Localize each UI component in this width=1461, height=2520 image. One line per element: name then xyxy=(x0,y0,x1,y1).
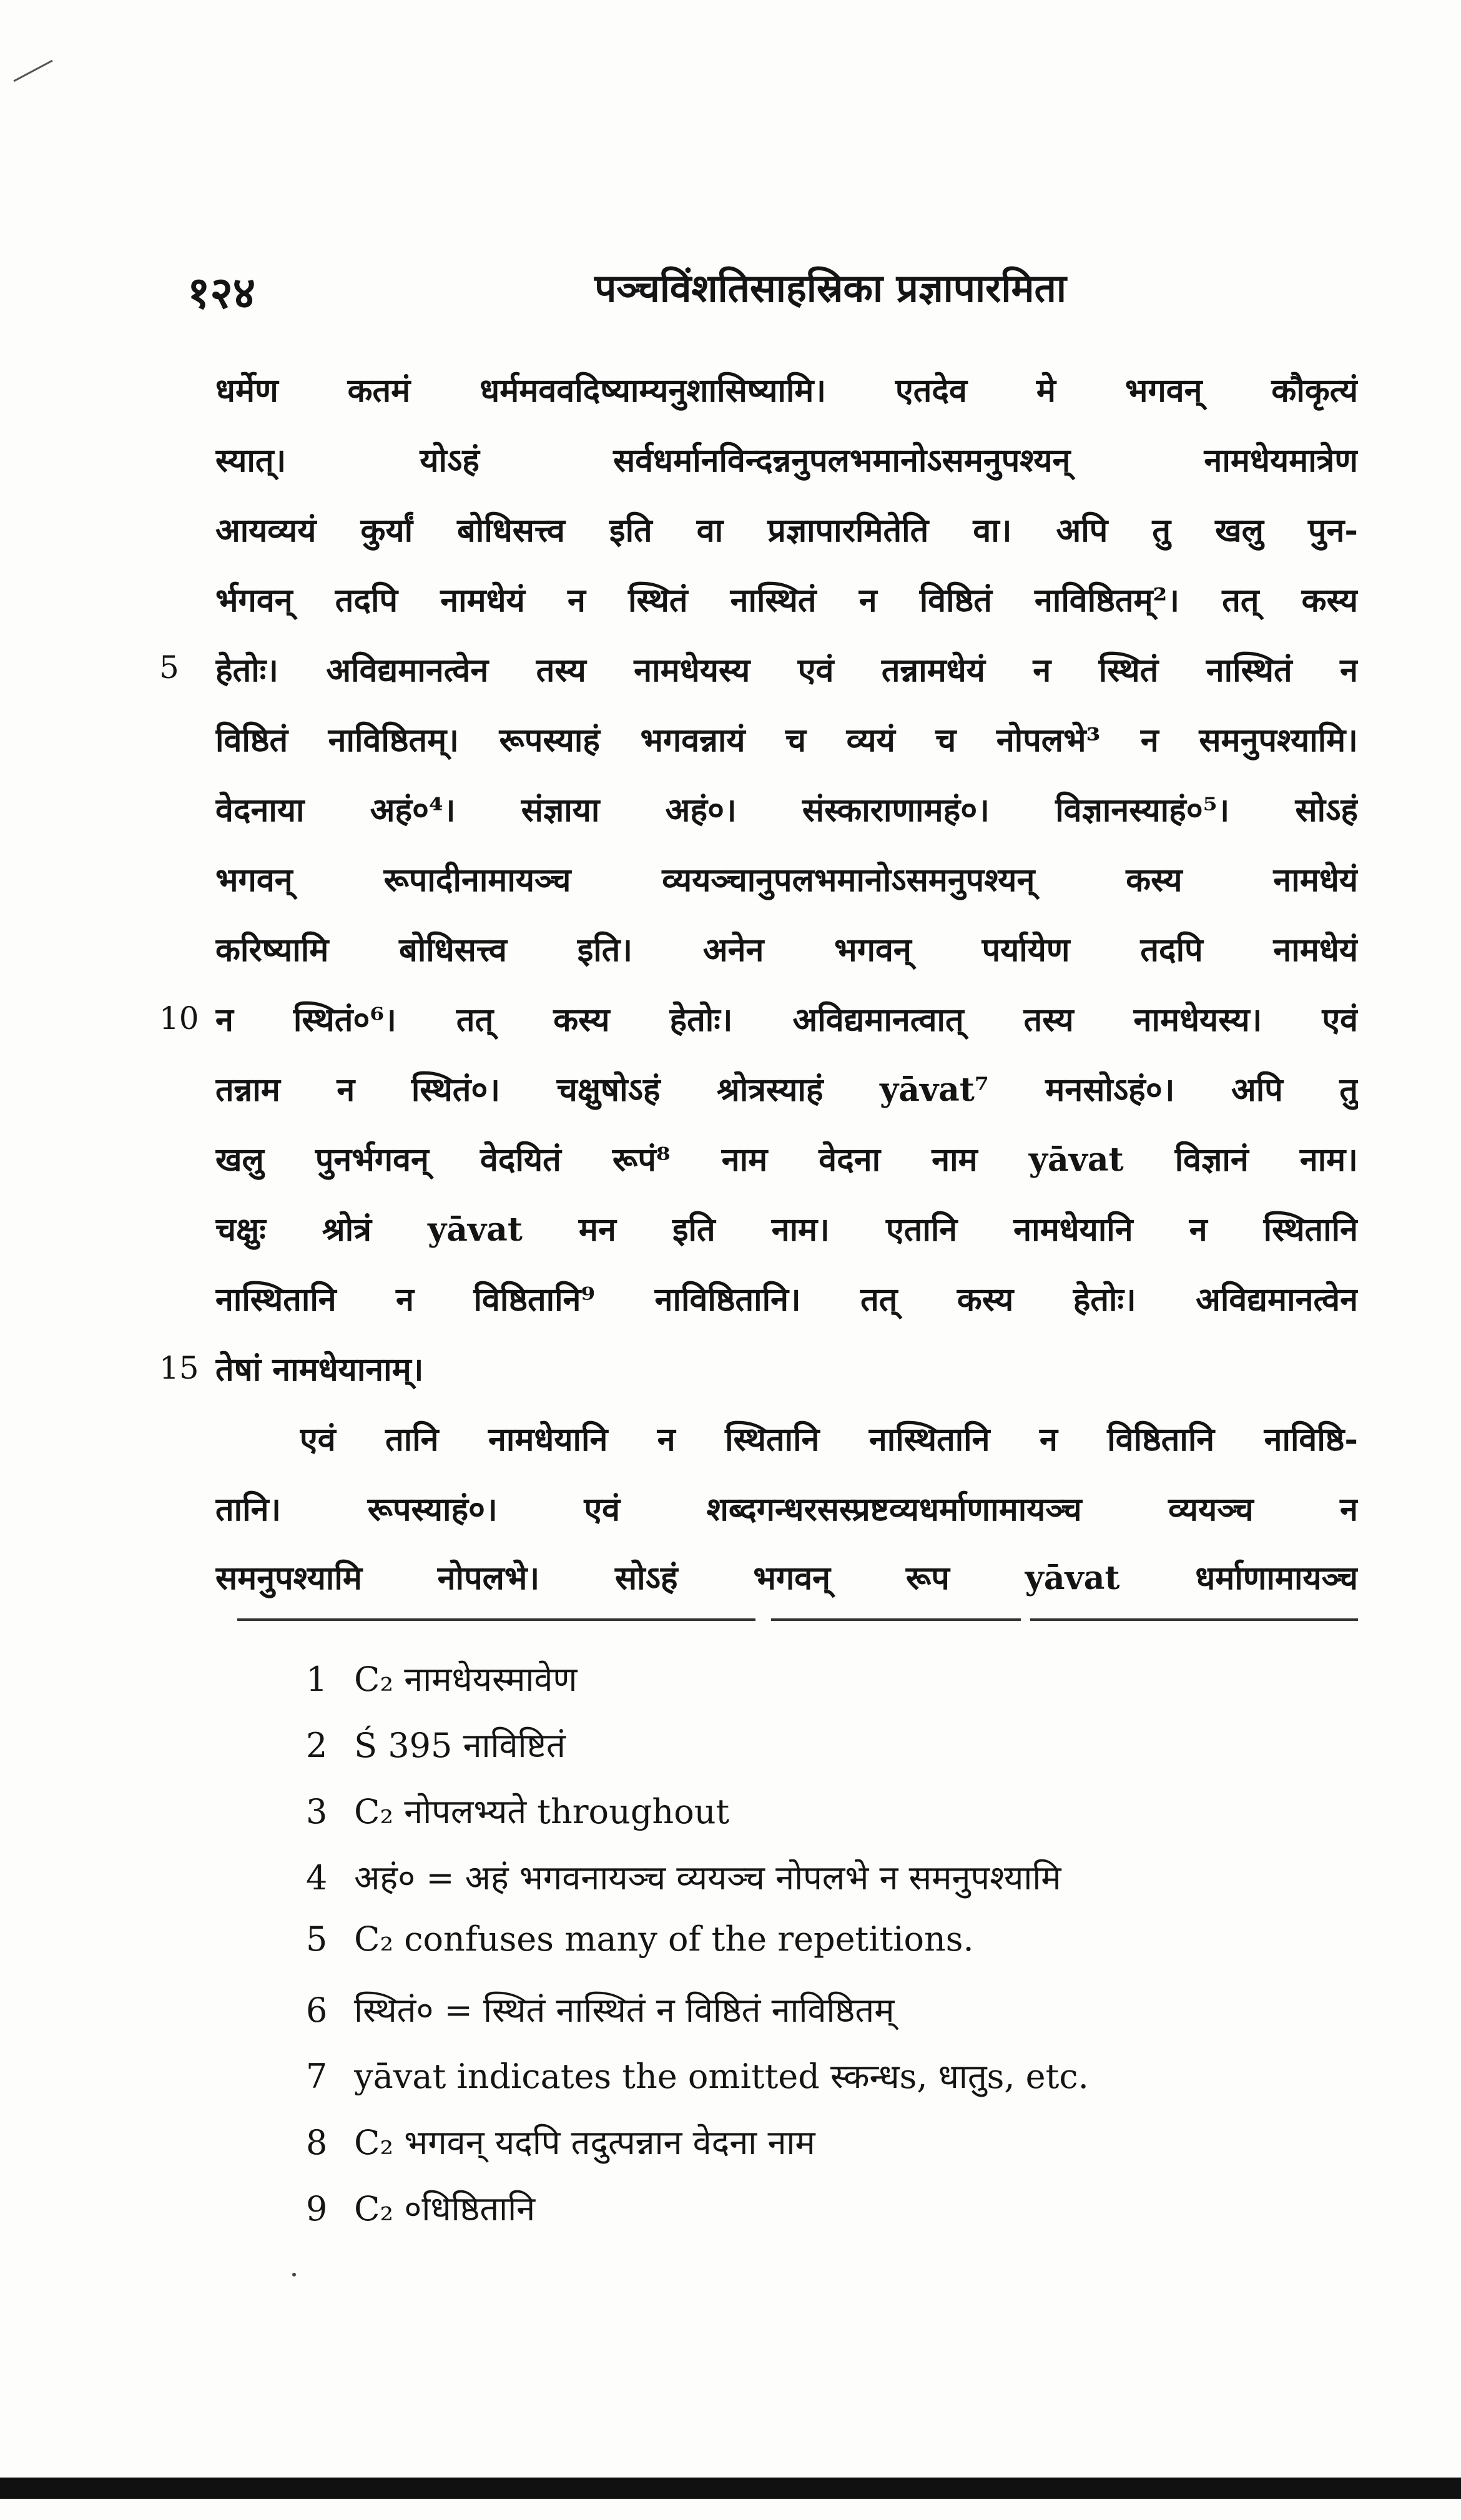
footnote xyxy=(306,1919,974,1959)
line-number: 15 xyxy=(159,1350,199,1386)
body-line: समनुपश्यामि नोपलभे। सोऽहं भगवन् रूप yāvat धर्माणामायञ्च xyxy=(215,1559,1358,1597)
footnote-text: स्थितं० = स्थितं नास्थितं न विष्ठितं नाविष्ठितम् xyxy=(354,1991,895,2030)
footnote-text: C₂ ०धिष्ठितानि xyxy=(354,2189,536,2228)
footnote-number: 6 xyxy=(306,1991,328,2030)
footnote-text: C₂ भगवन् यदपि तदुत्पन्नान वेदना नाम xyxy=(354,2123,815,2162)
footnote xyxy=(306,1853,1061,1899)
page-number: १२४ xyxy=(187,267,256,318)
body-line: तानि। रूपस्याहं०। एवं शब्दगन्धरसस्प्रष्टव्यधर्माणामायञ्च व्ययञ्च न xyxy=(215,1490,1358,1528)
footnote-number: 7 xyxy=(306,2057,328,2096)
line-number: 5 xyxy=(159,649,179,686)
body-line: नास्थितानि न विष्ठितानि⁹ नाविष्ठितानि। तत् कस्य हेतोः। अविद्यमानत्वेन xyxy=(215,1281,1358,1319)
footnote-number: 3 xyxy=(306,1792,328,1831)
body-line: एवं तानि नामधेयानि न स्थितानि नास्थितानि न विष्ठितानि नाविष्ठि- xyxy=(300,1420,1358,1459)
footnote-number: 4 xyxy=(306,1858,328,1897)
body-line: चक्षुः श्रोत्रं yāvat मन इति नाम। एतानि नामधेयानि न स्थितानि xyxy=(215,1211,1358,1249)
footnote xyxy=(306,1721,566,1767)
footnote xyxy=(306,1655,577,1701)
footnote-text: C₂ नामधेयस्मावेण xyxy=(354,1660,578,1699)
footnote-number: 9 xyxy=(306,2189,328,2228)
footnote xyxy=(306,2118,815,2164)
body-line: खलु पुनर्भगवन् वेदयितं रूपं⁸ नाम वेदना नाम yāvat विज्ञानं नाम। xyxy=(215,1141,1358,1179)
footnote xyxy=(306,2184,535,2230)
footnote-rule xyxy=(771,1618,1021,1621)
scan-mark xyxy=(13,60,52,82)
scan-speck xyxy=(292,2273,296,2276)
body-line: भगवन् रूपादीनामायञ्च व्ययञ्चानुपलभमानोऽसमनुपश्यन् कस्य नामधेयं xyxy=(215,861,1358,899)
running-title: पञ्चविंशतिसाहस्रिका प्रज्ञापारमिता xyxy=(594,265,1066,311)
scan-bottom-edge xyxy=(0,2478,1461,2499)
body-line: तन्नाम न स्थितं०। चक्षुषोऽहं श्रोत्रस्याहं yāvat⁷ मनसोऽहं०। अपि तु xyxy=(215,1071,1358,1109)
body-line: तेषां नामधेयानाम्। xyxy=(215,1351,424,1389)
footnote-text: Ś 395 नाविष्टितं xyxy=(354,1726,566,1765)
line-number: 10 xyxy=(159,1000,199,1036)
footnote-text: C₂ confuses many of the repetitions. xyxy=(354,1919,974,1959)
footnote-number: 8 xyxy=(306,2123,328,2162)
body-line: स्यात्। योऽहं सर्वधर्मानविन्दन्ननुपलभमानोऽसमनुपश्यन् नामधेयमात्रेण xyxy=(215,441,1358,480)
footnote-rule xyxy=(1030,1618,1358,1621)
footnote-number: 5 xyxy=(306,1919,328,1959)
footnote xyxy=(306,1986,894,2032)
footnote-number: 1 xyxy=(306,1660,328,1699)
body-line: विष्ठितं नाविष्ठितम्। रूपस्याहं भगवन्नायं च व्ययं च नोपलभे³ न समनुपश्यामि। xyxy=(215,721,1358,759)
body-line: वेदनाया अहं०⁴। संज्ञाया अहं०। संस्काराणामहं०। विज्ञानस्याहं०⁵। सोऽहं xyxy=(215,791,1358,829)
body-line: आयव्ययं कुर्यां बोधिसत्त्व इति वा प्रज्ञापारमितेति वा। अपि तु खलु पुन- xyxy=(215,511,1358,549)
footnote xyxy=(306,1787,729,1833)
footnote-number: 2 xyxy=(306,1726,328,1765)
body-line: हेतोः। अविद्यमानत्वेन तस्य नामधेयस्य एवं तन्नामधेयं न स्थितं नास्थितं न xyxy=(215,651,1358,689)
footnote-text: अहं० = अहं भगवनायञ्च व्ययञ्च नोपलभे न समनुपश्यामि xyxy=(354,1858,1061,1897)
footnote-text: yāvat indicates the omitted स्कन्धs, धातुs, etc. xyxy=(354,2057,1089,2096)
body-line: धर्मेण कतमं धर्ममववदिष्याम्यनुशासिष्यामि। एतदेव मे भगवन् कौकृत्यं xyxy=(215,372,1358,410)
body-line: करिष्यामि बोधिसत्त्व इति। अनेन भगवन् पर्यायेण तदपि नामधेयं xyxy=(215,931,1358,969)
body-line: र्भगवन् तदपि नामधेयं न स्थितं नास्थितं न विष्ठितं नाविष्ठितम्²। तत् कस्य xyxy=(215,581,1358,619)
body-line: न स्थितं०⁶। तत् कस्य हेतोः। अविद्यमानत्वात् तस्य नामधेयस्य। एवं xyxy=(215,1001,1358,1039)
footnote-rule xyxy=(237,1618,755,1621)
footnote xyxy=(306,2052,1089,2098)
footnote-text: C₂ नोपलभ्यते throughout xyxy=(354,1792,730,1831)
